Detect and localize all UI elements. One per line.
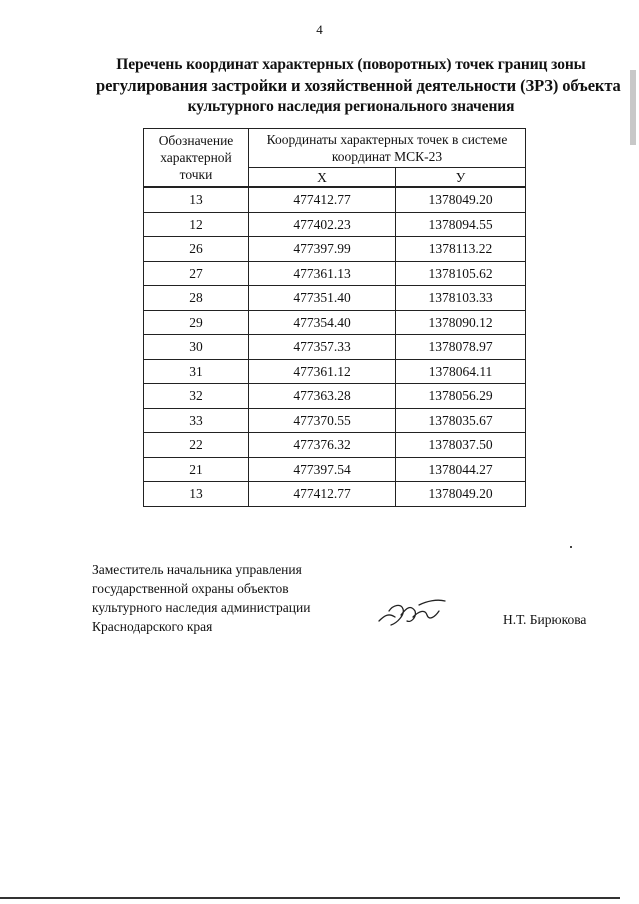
signer-line-4: Краснодарского края [92,619,213,634]
cell-x: 477412.77 [249,187,396,212]
header-coords-line-1: Координаты характерных точек в системе [266,132,508,147]
cell-y: 1378056.29 [396,384,526,409]
cell-y: 1378078.97 [396,335,526,360]
header-point-line-3: точки [179,167,213,182]
cell-x: 477412.77 [249,482,396,507]
stray-dot-mark [570,546,572,548]
cell-x: 477351.40 [249,286,396,311]
cell-point: 13 [144,187,249,212]
signer-line-2: государственной охраны объектов [92,581,289,596]
cell-point: 29 [144,310,249,335]
table-row [144,384,526,409]
cell-point: 21 [144,457,249,482]
header-coords-line-2: координат МСК-23 [331,149,443,164]
signer-line-1: Заместитель начальника управления [92,562,302,577]
cell-y: 1378090.12 [396,310,526,335]
table-row [144,310,526,335]
cell-point: 31 [144,359,249,384]
cell-y: 1378035.67 [396,408,526,433]
cell-point: 12 [144,212,249,237]
cell-y: 1378105.62 [396,261,526,286]
header-coordinates [249,129,526,168]
title-line-2: регулирования застройки и хозяйственной деятельности (ЗРЗ) объекта [96,76,621,95]
cell-point: 22 [144,433,249,458]
scan-edge-right [630,70,636,145]
cell-point: 26 [144,237,249,262]
cell-x: 477357.33 [249,335,396,360]
coordinates-table-body [144,187,526,506]
cell-x: 477361.13 [249,261,396,286]
cell-x: 477397.54 [249,457,396,482]
cell-y: 1378094.55 [396,212,526,237]
cell-y: 1378113.22 [396,237,526,262]
header-x: X [249,168,396,188]
title-line-1: Перечень координат характерных (поворотных) точек границ зоны [116,56,586,73]
signer-name: Н.Т. Бирюкова [503,612,587,627]
table-row [144,408,526,433]
table-row [144,261,526,286]
table-row [144,359,526,384]
cell-x: 477361.12 [249,359,396,384]
cell-y: 1378049.20 [396,482,526,507]
header-y: У [396,168,526,188]
cell-y: 1378044.27 [396,457,526,482]
coordinates-table [143,128,526,507]
signer-line-3: культурного наследия администрации [92,600,311,615]
table-row [144,457,526,482]
table-row [144,237,526,262]
cell-point: 32 [144,384,249,409]
cell-y: 1378049.20 [396,187,526,212]
table-row [144,187,526,212]
cell-y: 1378103.33 [396,286,526,311]
header-point-line-2: характерной [160,150,232,165]
cell-x: 477354.40 [249,310,396,335]
scan-edge-bottom [0,897,620,899]
table-row [144,335,526,360]
signer-position [92,560,372,636]
cell-x: 477397.99 [249,237,396,262]
cell-x: 477376.32 [249,433,396,458]
cell-y: 1378064.11 [396,359,526,384]
cell-x: 477370.55 [249,408,396,433]
cell-point: 30 [144,335,249,360]
table-row [144,286,526,311]
header-point-designation [144,129,249,188]
table-row [144,212,526,237]
header-point-line-1: Обозначение [158,133,234,148]
table-row [144,433,526,458]
title-line-3: культурного наследия регионального значения [187,98,515,115]
cell-x: 477402.23 [249,212,396,237]
cell-point: 28 [144,286,249,311]
cell-point: 27 [144,261,249,286]
table-row [144,482,526,507]
cell-point: 33 [144,408,249,433]
cell-point: 13 [144,482,249,507]
cell-x: 477363.28 [249,384,396,409]
handwritten-signature [375,593,453,635]
cell-y: 1378037.50 [396,433,526,458]
page-number: 4 [316,22,323,37]
document-title [96,54,621,117]
